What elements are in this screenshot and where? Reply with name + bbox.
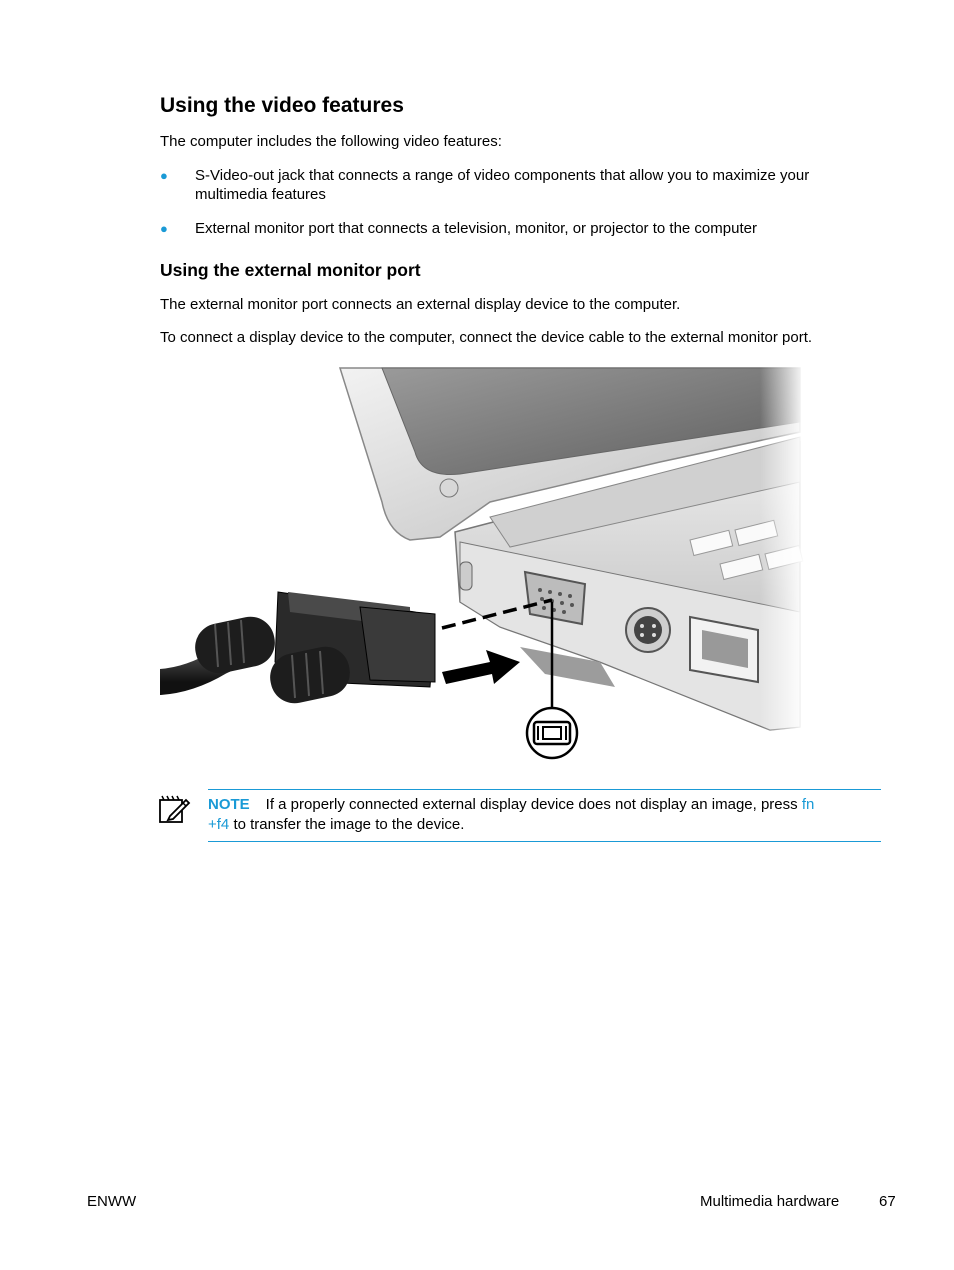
note-top-rule — [208, 789, 881, 790]
note-label: NOTE — [208, 796, 250, 813]
footer-left: ENWW — [87, 1193, 137, 1210]
bullet-text-1: S-Video-out jack that connects a range of video components that allow you to maximize your multimedia features — [195, 167, 810, 203]
note-text: NOTE If a properly connected external display device does not display an image, press fn +f4 to transfer the image to the device. — [208, 796, 815, 833]
section-heading: Using the external monitor port — [160, 260, 421, 280]
page-heading: Using the video features — [160, 94, 404, 117]
bullet-icon: ● — [160, 168, 168, 183]
page-number: 67 — [879, 1193, 896, 1210]
key-fn[interactable]: fn — [801, 796, 815, 813]
paragraph-1: The external monitor port connects an external display device to the computer. — [160, 296, 681, 313]
paragraph-2: To connect a display device to the computer, connect the device cable to the external monitor port. — [160, 329, 813, 346]
intro-text: The computer includes the following video features: — [160, 133, 502, 150]
bullet-icon: ● — [160, 221, 168, 236]
note-icon — [158, 794, 192, 824]
key-f4[interactable]: +f4 — [208, 816, 230, 833]
monitor-port-illustration — [160, 362, 805, 762]
footer-section: Multimedia hardware — [700, 1193, 840, 1210]
note-bottom-rule — [208, 841, 881, 842]
bullet-text-2: External monitor port that connects a television, monitor, or projector to the computer — [195, 220, 757, 237]
